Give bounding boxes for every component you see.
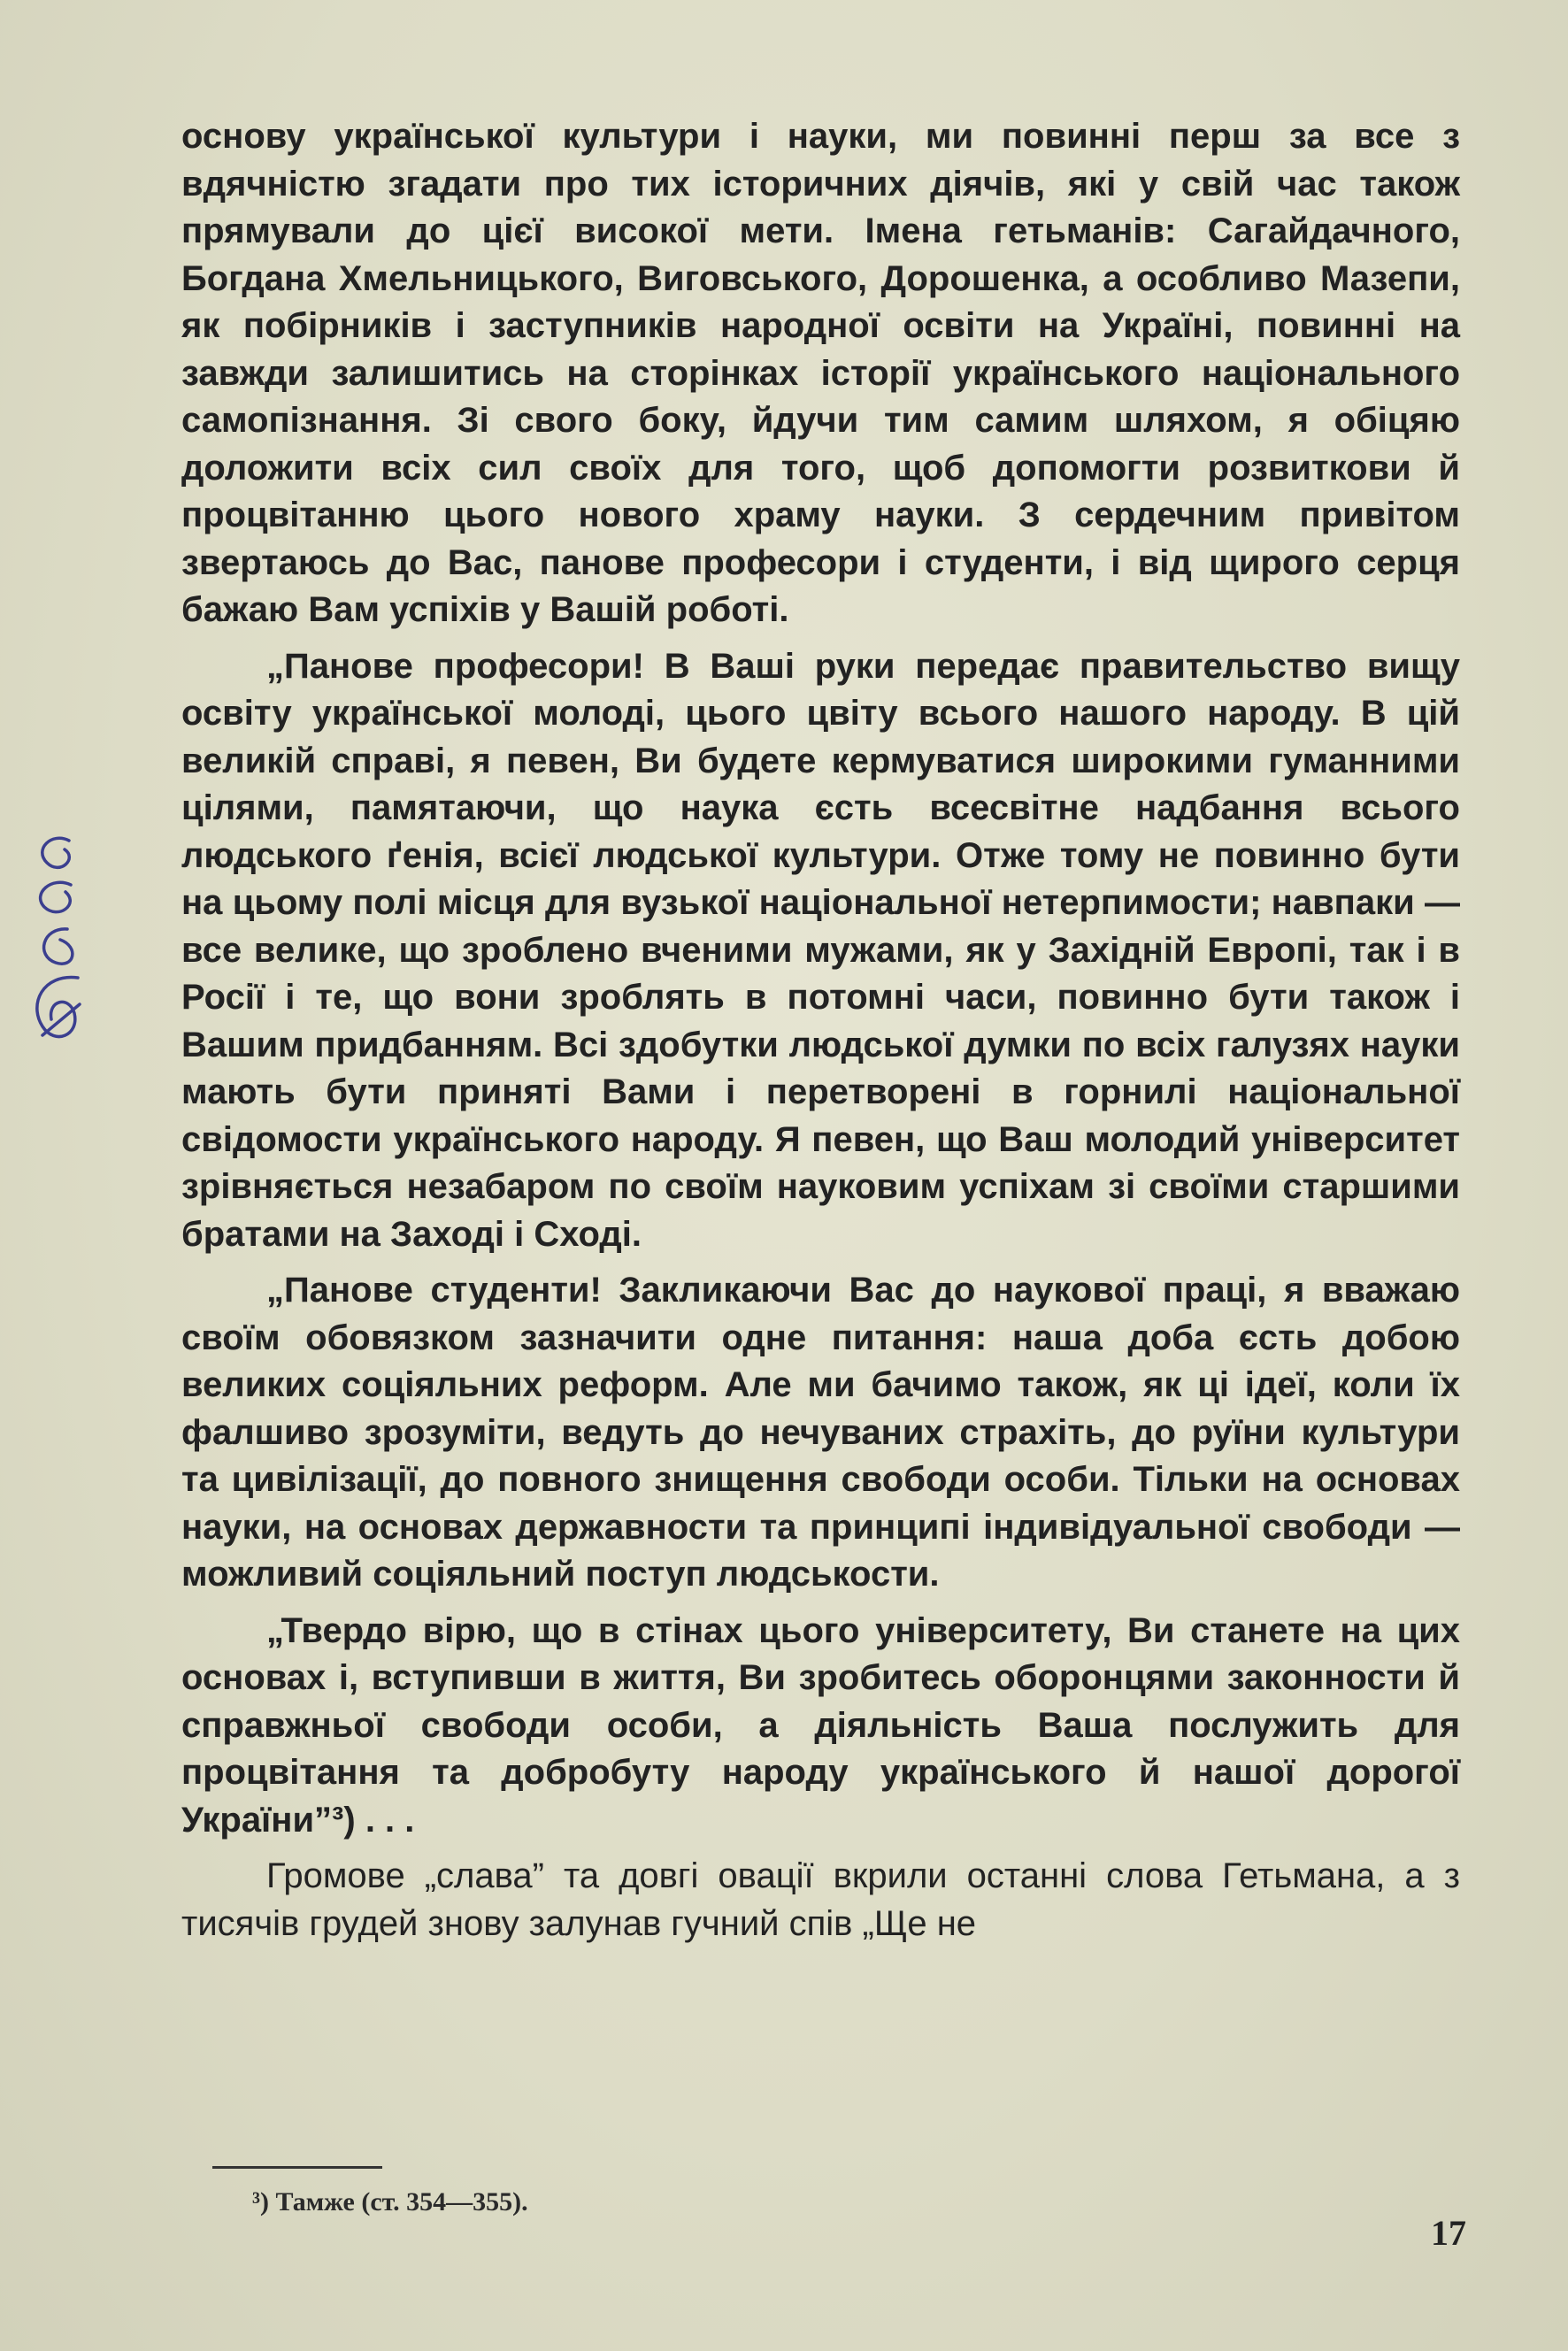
paragraph-5: Громове „слава” та довгі овації вкрили останні слова Гетьмана, а з тисячів грудей знову залунав гучний спів „Ще не [181, 1856, 1460, 1943]
paragraph-2: „Панове професори! В Ваші руки передає правительство вищу освіту української молоді, цього цвіту всього нашого народу. В цій великій справі, я певен, Ви будете кермуватися широкими гуманними цілями, памятаючи, що наука єсть всесвітне надбання всього людського ґенія, всієї людської культури. Отже тому не повинно бути на цьому полі місця для вузької національної нетерпимости; навпаки — все велике, що зроблено вченими мужами, як у Західній Европі, так і в Росії і те, що вони зроблять в потомні часи, повинно бути також і Вашим придбанням. Всі здобутки людської думки по всіх галузях науки мають бути приняті Вами і перетворені в горнилі національної свідомости українського народу. Я певен, що Ваш молодий університет зрівняється незабаром по своїм науковим успіхам зі своїми старшими братами на Заході і Сході. [181, 646, 1460, 1254]
paragraph-4: „Твердо вірю, що в стінах цього університету, Ви станете на цих основах і, вступивши в життя, Ви зробитесь оборонцями законности й справжньої свободи особи, а діяльність Ваша послужить для процвітання та добробуту народу українського й нашої дорогої України”³) . . . [181, 1610, 1460, 1840]
footnote-divider [212, 2166, 382, 2169]
paragraph-3: „Панове студенти! Закликаючи Вас до наукової праці, я вважаю своїм обовязком зазначити одне питання: наша доба єсть добою великих соціяльних реформ. Але ми бачимо також, як ці ідеї, коли їх фалшиво зрозуміти, ведуть до нечуваних страхіть, до руїни культури та цивілізації, до повного знищення свободи особи. Тільки на основах науки, на основах державности та принципі індивідуальної свободи — можливий соціяльний поступ людськости. [181, 1271, 1460, 1594]
main-text [181, 113, 1460, 1956]
footnote: ³) Тамже (ст. 354—355). [252, 2187, 528, 2217]
paragraph-1: основу української культури і науки, ми повинні перш за все з вдячністю згадати про тих історичних діячів, які у свій час також прямували до цієї високої мети. Імена гетьманів: Сагайдачного, Богдана Хмельницького, Виговського, Дорошенка, а особливо Мазепи, як побірників і заступників народної освіти на Україні, повинні на завжди залишитись на сторінках історії українського національного самопізнання. Зі свого боку, йдучи тим самим шляхом, я обіцяю доложити всіх сил своїх для того, щоб допомогти розвиткови й процвітанню цього нового храму науки. З сердечним привітом звертаюсь до Вас, панове професори і студенти, і від щирого серця бажаю Вам успіхів у Вашій роботі. [181, 117, 1460, 629]
handwritten-mark [16, 823, 96, 1062]
page-number: 17 [1431, 2213, 1466, 2253]
